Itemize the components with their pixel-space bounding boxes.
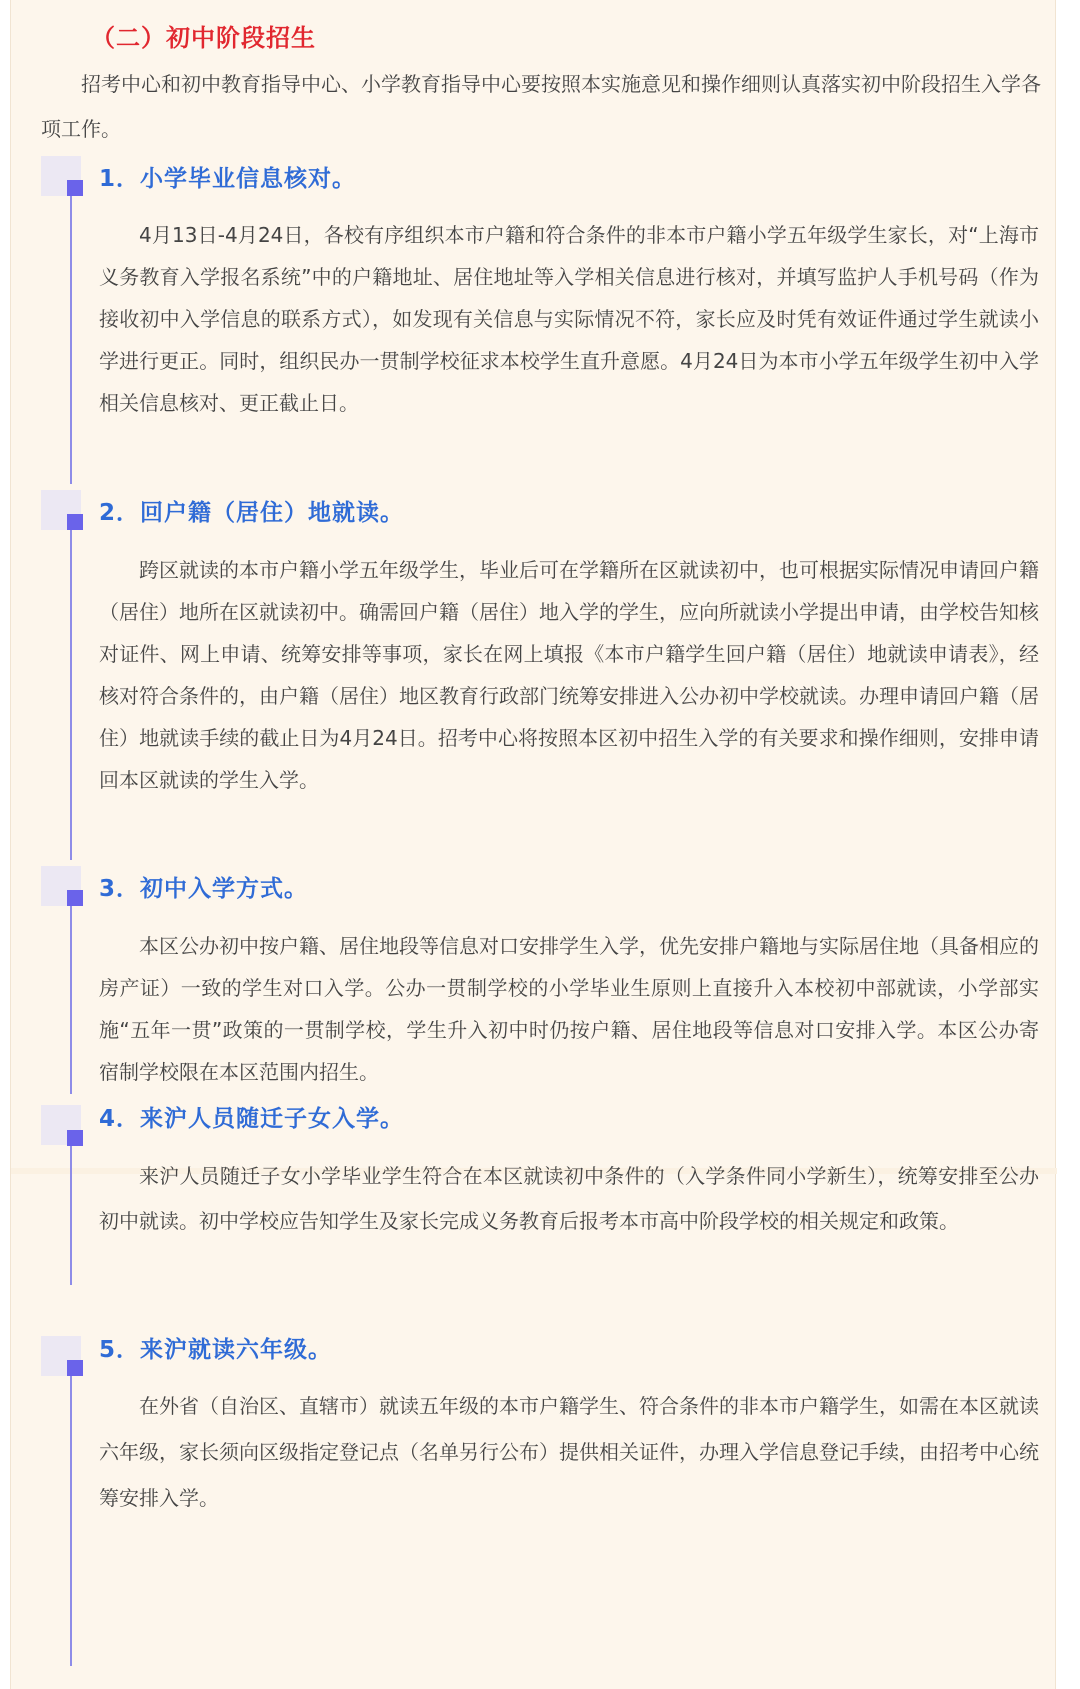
step-marker-icon xyxy=(67,514,83,530)
timeline-line xyxy=(70,894,72,1094)
step-marker-icon xyxy=(67,890,83,906)
document-page xyxy=(10,0,1056,1689)
step-body: 跨区就读的本市户籍小学五年级学生，毕业后可在学籍所在区就读初中，也可根据实际情况申请回户籍（居住）地所在区就读初中。确需回户籍（居住）地入学的学生，应向所就读小学提出申请，由学校告知核对证件、网上申请、统筹安排等事项，家长在网上填报《本市户籍学生回户籍（居住）地就读申请表》，经核对符合条件的，由户籍（居住）地区教育行政部门统筹安排进入公办初中学校就读。办理申请回户籍（居住）地就读手续的截止日为4月24日。招考中心将按照本区初中招生入学的有关要求和操作细则，安排申请回本区就读的学生入学。 xyxy=(99,558,1039,792)
timeline-line xyxy=(70,184,72,484)
timeline-line xyxy=(70,1135,72,1285)
step-body: 来沪人员随迁子女小学毕业学生符合在本区就读初中条件的（入学条件同小学新生），统筹安排至公办初中就读。初中学校应告知学生及家长完成义务教育后报考本市高中阶段学校的相关规定和政策。 xyxy=(99,1164,1039,1233)
step-body: 4月13日-4月24日，各校有序组织本市户籍和符合条件的非本市户籍小学五年级学生家长，对“上海市义务教育入学报名系统”中的户籍地址、居住地址等入学相关信息进行核对，并填写监护人手机号码（作为接收初中入学信息的联系方式），如发现有关信息与实际情况不符，家长应及时凭有效证件通过学生就读小学进行更正。同时，组织民办一贯制学校征求本校学生直升意愿。4月24日为本市小学五年级学生初中入学相关信息核对、更正截止日。 xyxy=(99,223,1039,415)
step-heading: 1．小学毕业信息核对。 xyxy=(99,166,357,192)
step-body: 本区公办初中按户籍、居住地段等信息对口安排学生入学，优先安排户籍地与实际居住地（具备相应的房产证）一致的学生对口入学。公办一贯制学校的小学毕业生原则上直接升入本校初中部就读，小学部实施“五年一贯”政策的一贯制学校，学生升入初中时仍按户籍、居住地段等信息对口安排入学。本区公办寄宿制学校限在本区范围内招生。 xyxy=(99,934,1039,1084)
step-body: 在外省（自治区、直辖市）就读五年级的本市户籍学生、符合条件的非本市户籍学生，如需在本区就读六年级，家长须向区级指定登记点（名单另行公布）提供相关证件，办理入学信息登记手续，由招考中心统筹安排入学。 xyxy=(99,1394,1039,1510)
step-marker-icon xyxy=(67,1130,83,1146)
step-heading: 2．回户籍（居住）地就读。 xyxy=(99,500,405,526)
step-marker-icon xyxy=(67,1360,83,1376)
step-marker-icon xyxy=(67,180,83,196)
step-heading: 4．来沪人员随迁子女入学。 xyxy=(99,1106,405,1132)
section-intro: 招考中心和初中教育指导中心、小学教育指导中心要按照本实施意见和操作细则认真落实初中阶段招生入学各项工作。 xyxy=(41,72,1041,141)
timeline-line xyxy=(70,518,72,860)
section-title: （二）初中阶段招生 xyxy=(91,24,316,52)
step-heading: 5．来沪就读六年级。 xyxy=(99,1337,333,1363)
step-heading: 3．初中入学方式。 xyxy=(99,876,309,902)
timeline-line xyxy=(70,1366,72,1666)
